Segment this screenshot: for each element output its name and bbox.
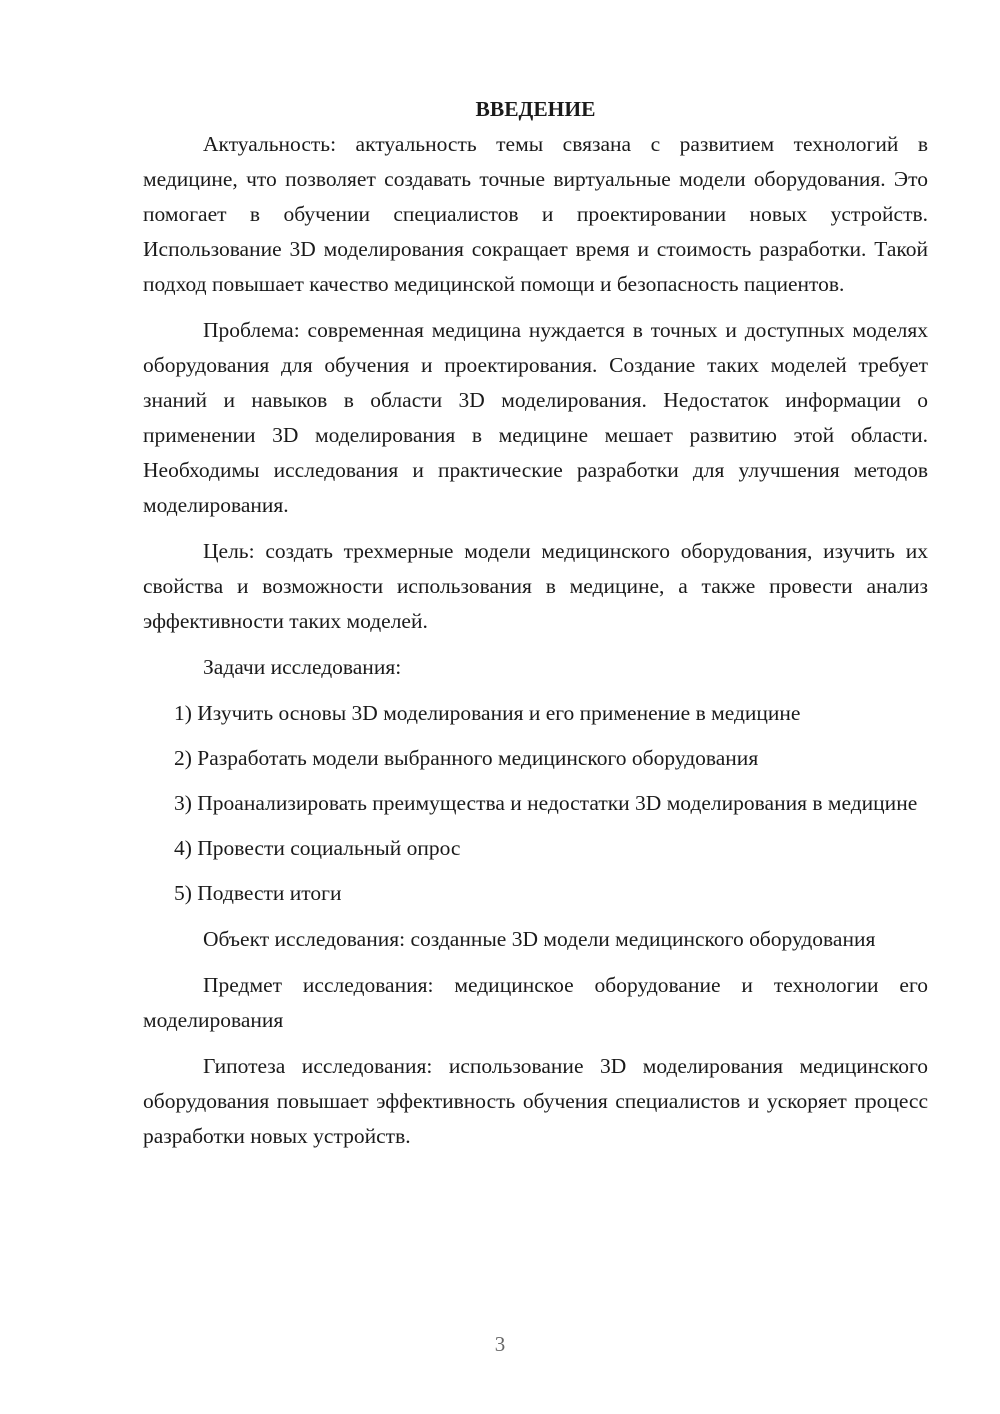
task-item-3: 3) Проанализировать преимущества и недостатки 3D моделирования в медицине bbox=[174, 791, 918, 815]
tasks-heading: Задачи исследования: bbox=[203, 655, 402, 679]
problem-paragraph: Проблема: современная медицина нуждается в точных и доступных моделях оборудования для обучения и проектирования. Создание таких моделей требует знаний и навыков в области 3D моделирования. Недостаток информации о применении 3D моделирования в медицине мешает развитию этой области. Необходимы исследования и практические разработки для улучшения методов моделирования. bbox=[143, 318, 928, 517]
subject-paragraph: Предмет исследования: медицинское оборудование и технологии его моделирования bbox=[143, 973, 928, 1032]
goal-paragraph: Цель: создать трехмерные модели медицинского оборудования, изучить их свойства и возможности использования в медицине, а также провести анализ эффективности таких моделей. bbox=[143, 539, 928, 633]
task-item-5: 5) Подвести итоги bbox=[174, 881, 342, 905]
page-number: 3 bbox=[494, 1332, 506, 1356]
relevance-paragraph: Актуальность: актуальность темы связана с развитием технологий в медицине, что позволяет создавать точные виртуальные модели оборудования. Это помогает в обучении специалистов и проектировании новых устройств. Использование 3D моделирования сокращает время и стоимость разработки. Такой подход повышает качество медицинской помощи и безопасность пациентов. bbox=[143, 132, 928, 296]
task-item-2: 2) Разработать модели выбранного медицинского оборудования bbox=[174, 746, 759, 770]
hypothesis-paragraph: Гипотеза исследования: использование 3D моделирования медицинского оборудования повышает эффективность обучения специалистов и ускоряет процесс разработки новых устройств. bbox=[143, 1054, 928, 1148]
section-title: ВВЕДЕНИЕ bbox=[475, 97, 596, 121]
object-paragraph: Объект исследования: созданные 3D модели медицинского оборудования bbox=[203, 927, 876, 951]
task-item-4: 4) Провести социальный опрос bbox=[174, 836, 461, 860]
document-page bbox=[143, 92, 928, 1165]
task-item-1: 1) Изучить основы 3D моделирования и его применение в медицине bbox=[174, 701, 801, 725]
